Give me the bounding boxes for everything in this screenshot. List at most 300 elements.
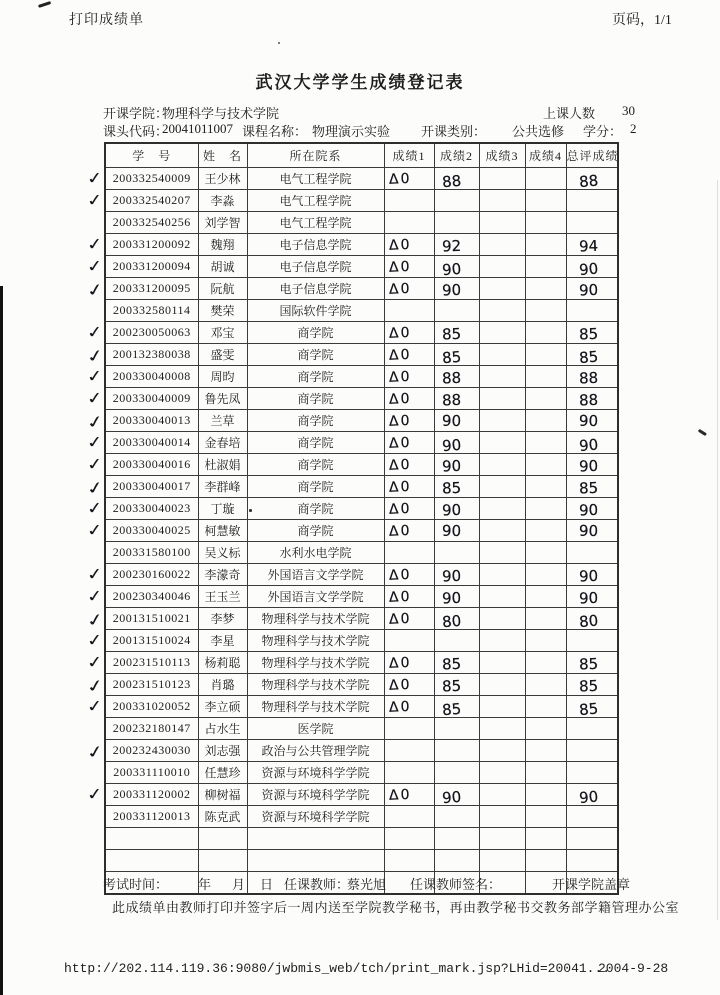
handwritten-delta-zero: Δ0 [388,368,412,386]
student-id: 200230340046 [112,589,191,603]
student-id: 200232430030 [112,743,191,757]
score2-cell [434,256,479,278]
table-row [105,212,618,234]
handwritten-checkmark: ✓ [85,585,105,607]
total-score-cell [566,190,618,212]
student-name-cell: 刘志强 [198,740,247,762]
score1-cell [384,410,434,432]
handwritten-delta-zero: Δ0 [388,280,412,298]
table-row [105,542,618,564]
handwritten-total-score: 90 [577,435,599,455]
student-name-cell: 魏翔 [198,234,247,256]
student-id-cell [105,762,198,784]
student-name-cell: 刘学智 [198,212,247,234]
score4-cell [525,806,566,828]
handwritten-score: 85 [441,654,461,674]
score3-cell [479,740,525,762]
empty-cell [247,828,384,850]
student-name-cell: 肖璐 [198,674,247,696]
score4-cell [525,784,566,806]
score1-cell [384,256,434,278]
score2-cell [434,784,479,806]
handwritten-total-score: 90 [578,566,598,585]
total-score-cell [566,344,618,366]
handwritten-score: 88 [440,171,462,191]
student-id: 200332580114 [112,303,191,317]
student-id: 200330040008 [112,369,191,383]
score4-cell [525,564,566,586]
handwritten-score: 92 [441,236,461,256]
student-id: 200230050063 [112,325,191,339]
col-header-score1: 成绩1 [384,143,434,168]
total-score-cell [566,168,618,190]
handwritten-checkmark: ✓ [85,651,105,673]
student-name-cell: 丁璇 [198,498,247,520]
score4-cell [525,696,566,718]
total-score-cell [566,784,618,806]
student-id-cell [85,431,198,454]
table-row [105,652,618,674]
print-source-url: http://202.114.119.36:9080/jwbmis_web/tch/print_mark.jsp?LHid=20041... [64,961,611,976]
category-value: 公共选修 [512,124,565,139]
score3-cell [479,432,525,454]
student-name-cell: 盛雯 [198,344,247,366]
department-cell: 外国语言文学学院 [247,564,384,586]
department-cell: 医学院 [247,718,384,740]
handwritten-total-score: 88 [578,390,598,409]
score2-cell [434,168,479,190]
col-header-department: 所在院系 [247,143,384,168]
score1-cell [384,454,434,476]
handwritten-score: 90 [441,521,461,540]
score2-cell [434,740,479,762]
total-score-cell [566,212,618,234]
score3-cell [479,784,525,806]
score3-cell [479,322,525,344]
total-score-cell [566,476,618,498]
handwritten-delta-zero: Δ0 [388,698,412,716]
total-score-cell [566,366,618,388]
grade-table-body [84,167,618,895]
student-name-cell: 李群峰 [198,476,247,498]
month-label: 月 [232,877,246,892]
table-row [105,498,618,520]
empty-cell [105,828,198,850]
score3-cell [479,718,525,740]
handwritten-delta-zero: Δ0 [388,588,412,606]
student-id-cell [85,167,198,190]
score2-cell [434,586,479,608]
handwritten-total-score: 90 [578,500,598,519]
score3-cell [479,300,525,322]
handwritten-score: 85 [441,324,461,344]
col-header-score4: 成绩4 [525,143,566,168]
department-cell: 商学院 [247,410,384,432]
empty-cell [479,850,525,872]
handwritten-checkmark: ✓ [85,365,105,387]
handwritten-checkmark: ✓ [85,629,105,651]
student-name-cell: 李濛奇 [198,564,247,586]
table-row [105,740,618,762]
college-seal-label: 开课学院盖章 [552,877,631,892]
table-row [105,454,618,476]
score2-cell [434,344,479,366]
document-title: 武汉大学学生成绩登记表 [255,73,465,92]
department-cell: 商学院 [247,344,384,366]
total-score-cell [566,718,618,740]
handwritten-score: 85 [441,478,461,498]
scan-artifact-left-edge [0,286,3,995]
score1-cell [384,190,434,212]
handwritten-checkmark: ✓ [85,453,105,475]
empty-cell [566,828,618,850]
empty-cell [479,828,525,850]
score4-cell [525,322,566,344]
student-name-cell: 樊荣 [198,300,247,322]
table-row [105,300,618,322]
student-id-cell [105,300,198,322]
score4-cell [525,762,566,784]
score3-cell [479,476,525,498]
table-row [105,806,618,828]
handwritten-total-score: 85 [578,654,598,673]
print-header-title: 打印成绩单 [69,13,144,28]
score1-cell [384,806,434,828]
score3-cell [479,278,525,300]
department-cell: 商学院 [247,322,384,344]
student-name-cell: 周昀 [198,366,247,388]
student-id: 200330040014 [112,435,191,449]
department-cell: 电子信息学院 [247,234,384,256]
handwritten-checkmark: ✓ [84,410,107,434]
total-score-cell [566,520,618,542]
score1-cell [384,586,434,608]
score3-cell [479,586,525,608]
handwritten-checkmark: ✓ [85,563,105,585]
credit-value: 2 [630,121,637,136]
table-row [105,344,618,366]
handwritten-total-score: 90 [578,588,598,607]
table-row [105,564,618,586]
score3-cell [479,630,525,652]
score4-cell [525,300,566,322]
handwritten-total-score: 85 [578,478,598,497]
score4-cell [525,432,566,454]
department-cell: 资源与环境科学学院 [247,784,384,806]
table-row [105,476,618,498]
score2-cell [434,212,479,234]
student-id: 200332540207 [112,193,191,207]
department-cell: 水利水电学院 [247,542,384,564]
score3-cell [479,454,525,476]
table-row [105,168,618,190]
table-row [105,696,618,718]
handwritten-checkmark: ✓ [85,167,105,189]
handwritten-delta-zero: Δ0 [388,346,412,364]
student-name-cell: 李星 [198,630,247,652]
score1-cell [384,234,434,256]
credit-label: 学分： [583,124,623,139]
score1-cell [384,278,434,300]
handwritten-total-score: 85 [578,324,598,343]
print-date: 2004-9-28 [598,961,669,976]
department-cell: 资源与环境科学学院 [247,806,384,828]
handwritten-delta-zero: Δ0 [388,654,412,672]
handwritten-score: 90 [441,280,461,300]
department-cell: 商学院 [247,454,384,476]
handwritten-checkmark: ✓ [85,497,105,519]
empty-table-row [105,850,618,872]
student-id: 200131510021 [112,611,191,625]
student-id: 200131510024 [112,633,191,647]
score1-cell [384,344,434,366]
total-score-cell [566,762,618,784]
total-score-cell [566,432,618,454]
department-cell: 电子信息学院 [247,256,384,278]
department-cell: 商学院 [247,476,384,498]
department-cell: 商学院 [247,388,384,410]
score2-cell [434,432,479,454]
student-name-cell: 李淼 [198,190,247,212]
score1-cell [384,630,434,652]
handwritten-total-score: 90 [578,411,598,430]
score4-cell [525,674,566,696]
department-cell: 物理科学与技术学院 [247,608,384,630]
score4-cell [525,542,566,564]
score3-cell [479,498,525,520]
handwritten-checkmark: ✓ [85,387,105,409]
total-score-cell [566,696,618,718]
course-code-label: 课头代码： [103,124,169,139]
handwritten-delta-zero: Δ0 [388,170,412,188]
table-row [105,366,618,388]
student-id: 200331580100 [112,545,191,559]
score2-cell [434,278,479,300]
student-id-cell [84,476,198,500]
score2-cell [434,190,479,212]
student-id: 200231510113 [112,655,191,669]
handwritten-delta-zero: Δ0 [388,500,412,518]
score3-cell [479,256,525,278]
student-id: 200331120002 [112,787,191,801]
teacher-signature-label: 任课教师签名： [410,877,502,892]
handwritten-total-score: 85 [577,347,599,367]
handwritten-delta-zero: Δ0 [388,390,412,408]
scan-artifact-speck [278,42,280,44]
handwritten-score: 90 [440,435,462,455]
total-score-cell [566,234,618,256]
table-row [105,190,618,212]
score2-cell [434,366,479,388]
department-cell: 外国语言文学学院 [247,586,384,608]
student-name-cell: 柳树福 [198,784,247,806]
handwritten-total-score: 90 [578,456,598,475]
handwritten-checkmark: ✓ [85,695,105,717]
empty-cell [525,828,566,850]
table-row [105,410,618,432]
grade-table-header [105,143,618,168]
student-id-cell [105,806,198,828]
score3-cell [479,674,525,696]
student-name-cell: 占水生 [198,718,247,740]
handwritten-delta-zero: Δ0 [388,522,412,540]
score4-cell [525,388,566,410]
score1-cell [384,520,434,542]
score1-cell [384,212,434,234]
student-id: 200331200092 [112,237,191,251]
student-count-label: 上课人数 [543,106,596,121]
student-name-cell: 李梦 [198,608,247,630]
student-id: 200331200095 [112,281,191,295]
handwritten-checkmark: ✓ [84,278,107,302]
empty-cell [247,850,384,872]
student-id-cell [85,453,198,476]
page-number: 页码，1/1 [612,13,672,28]
empty-cell [198,828,247,850]
score2-cell [434,696,479,718]
handwritten-checkmark: ✓ [85,431,105,453]
table-row [105,520,618,542]
col-header-total: 总评成绩 [566,143,618,168]
handwritten-checkmark: ✓ [84,674,107,698]
handwritten-total-score: 90 [578,521,598,540]
handwritten-delta-zero: Δ0 [388,434,412,452]
empty-cell [105,850,198,872]
score4-cell [525,718,566,740]
empty-cell [434,850,479,872]
score4-cell [525,278,566,300]
student-id: 200330040025 [112,523,191,537]
student-id-cell [85,651,198,674]
student-id-cell [85,783,198,806]
score1-cell [384,696,434,718]
score3-cell [479,696,525,718]
score4-cell [525,190,566,212]
department-cell: 电气工程学院 [247,212,384,234]
table-row [105,718,618,740]
student-name-cell: 阮航 [198,278,247,300]
score1-cell [384,168,434,190]
teacher-name: 蔡光旭 [347,877,387,892]
total-score-cell [566,806,618,828]
score4-cell [525,168,566,190]
score2-cell [434,806,479,828]
student-id-cell [85,629,198,652]
score2-cell [434,410,479,432]
score3-cell [479,366,525,388]
score4-cell [525,344,566,366]
handwritten-score: 90 [441,566,461,586]
student-id-cell [85,563,198,586]
department-cell: 物理科学与技术学院 [247,674,384,696]
student-id-cell [85,233,198,256]
handwritten-score: 88 [441,390,461,410]
handwritten-checkmark: ✓ [85,783,105,805]
score1-cell [384,740,434,762]
student-count-value: 30 [622,103,635,118]
score2-cell [434,762,479,784]
student-id-cell [85,255,198,278]
signature-line [0,874,720,892]
handwritten-score: 90 [441,411,461,430]
score2-cell [434,652,479,674]
score3-cell [479,806,525,828]
handwritten-delta-zero: Δ0 [388,412,412,430]
student-name-cell: 任慧珍 [198,762,247,784]
department-cell: 电子信息学院 [247,278,384,300]
student-id-cell [84,674,198,698]
student-name-cell: 金春培 [198,432,247,454]
total-score-cell [566,674,618,696]
score2-cell [434,454,479,476]
score4-cell [525,454,566,476]
student-id-cell [85,695,198,718]
score4-cell [525,740,566,762]
handwritten-delta-zero: Δ0 [388,786,412,804]
score2-cell [434,630,479,652]
score3-cell [479,520,525,542]
score3-cell [479,212,525,234]
total-score-cell [566,608,618,630]
handwritten-score: 85 [441,676,461,696]
score2-cell [434,542,479,564]
total-score-cell [566,256,618,278]
table-row [105,762,618,784]
score1-cell [384,784,434,806]
col-header-score2: 成绩2 [434,143,479,168]
score1-cell [384,476,434,498]
handwritten-delta-zero: Δ0 [388,258,412,276]
student-id: 200331110010 [113,765,191,779]
student-id-cell [105,212,198,234]
total-score-cell [566,564,618,586]
handwritten-checkmark: ✓ [84,608,107,632]
handwritten-score: 90 [440,259,462,279]
empty-cell [434,828,479,850]
score1-cell [384,718,434,740]
department-cell: 商学院 [247,520,384,542]
student-id: 200331120013 [112,809,191,823]
score3-cell [479,388,525,410]
student-id: 200330040013 [112,413,191,427]
score4-cell [525,520,566,542]
department-cell: 商学院 [247,366,384,388]
handwritten-total-score: 90 [577,787,599,807]
student-id-cell [85,519,198,542]
handwritten-delta-zero: Δ0 [388,566,412,584]
student-id: 200331200094 [112,259,191,273]
handwritten-total-score: 85 [577,699,599,719]
score3-cell [479,190,525,212]
student-name-cell: 李立硕 [198,696,247,718]
handwritten-delta-zero: Δ0 [388,676,412,694]
total-score-cell [566,278,618,300]
scan-artifact-right-edge [717,180,718,920]
score2-cell [434,520,479,542]
table-row [105,608,618,630]
table-row [105,278,618,300]
student-id: 200330040009 [112,391,191,405]
handwritten-total-score: 88 [578,368,598,387]
score2-cell [434,718,479,740]
empty-table-row [105,828,618,850]
student-id: 200331020052 [112,699,191,713]
total-score-cell [566,322,618,344]
total-score-cell [566,586,618,608]
handwritten-score: 85 [440,347,462,367]
student-id-cell [84,278,198,302]
handwritten-checkmark: ✓ [84,344,107,368]
